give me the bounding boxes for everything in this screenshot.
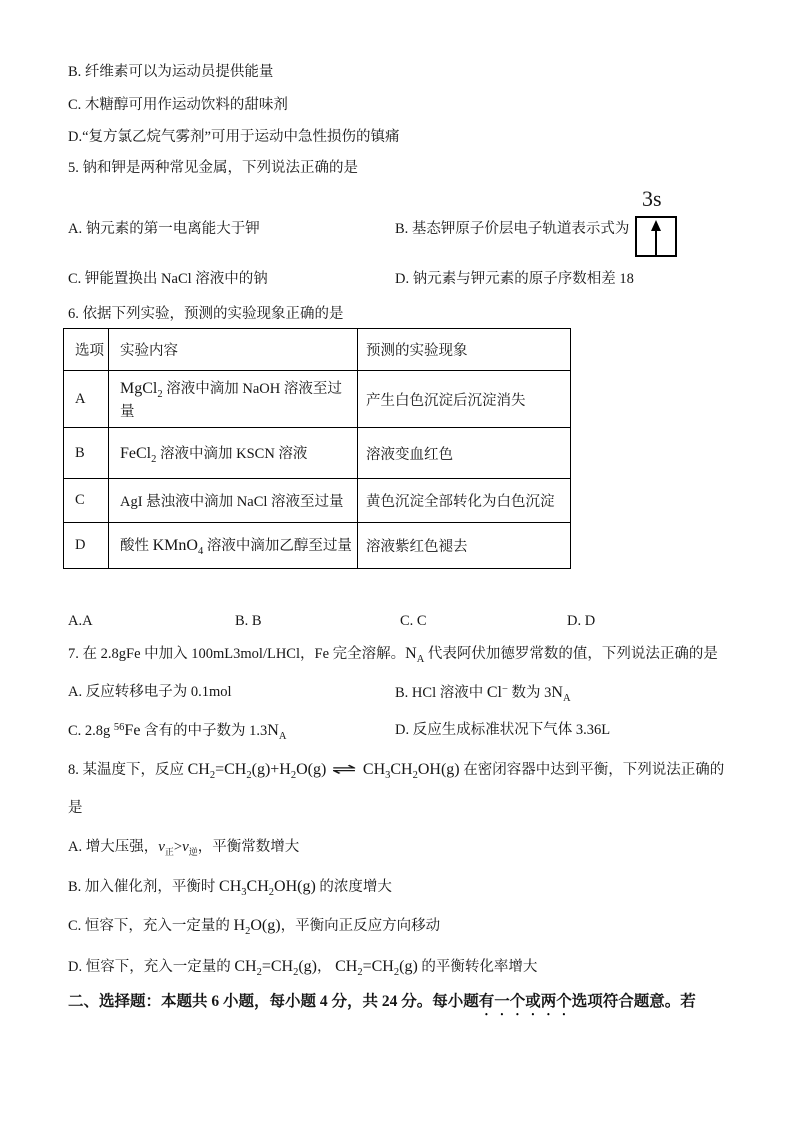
table-row	[64, 479, 571, 523]
q7-stem: 7. 在 2.8gFe 中加入 100mL3mol/LHCl，Fe 完全溶解。$N_A$ 代表阿伏加德罗常数的值，下列说法正确的是	[68, 645, 718, 665]
q8-option-c: C. 恒容下，充入一定量的 $H_2O(g)$，平衡向正反应方向移动	[68, 917, 441, 937]
electron-up-arrow-icon	[651, 220, 661, 231]
q6-experiment-table	[63, 328, 571, 569]
q6-answer-c: C. C	[400, 613, 427, 629]
q4-option-b: B. 纤维素可以为运动员提供能量	[68, 64, 274, 80]
table-cell-content: AgI 悬浊液中滴加 NaCl 溶液至过量	[109, 479, 358, 523]
table-cell-content: 酸性 KMnO$_4$ 溶液中滴加乙醇至过量	[109, 523, 358, 569]
table-header-row	[64, 329, 571, 371]
q6-answer-d: D. D	[567, 613, 596, 629]
q6-answer-a: A.A	[68, 613, 93, 629]
table-cell-phenomenon: 产生白色沉淀后沉淀消失	[358, 371, 571, 428]
q8-option-d: D. 恒容下，充入一定量的 $CH_2=CH_2(g)$， $CH_2=CH_2(g)$ 的平衡转化率增大	[68, 958, 538, 978]
orbital-3s-label: 3s	[642, 186, 662, 211]
table-cell-phenomenon: 溶液紫红色褪去	[358, 523, 571, 569]
table-cell-option: A	[64, 371, 109, 428]
q5-option-c: C. 钾能置换出 NaCl 溶液中的钠	[68, 271, 268, 287]
q4-option-d: D.“复方氯乙烷气雾剂”可用于运动中急性损伤的镇痛	[68, 129, 400, 145]
table-row	[64, 371, 571, 428]
table-cell-content: FeCl$_2$ 溶液中滴加 KSCN 溶液	[109, 428, 358, 479]
q6-stem: 6. 依据下列实验，预测的实验现象正确的是	[68, 306, 344, 322]
table-cell-option: C	[64, 479, 109, 523]
table-cell-phenomenon: 溶液变血红色	[358, 428, 571, 479]
table-header-content: 实验内容	[109, 329, 358, 371]
q5-option-a: A. 钠元素的第一电离能大于钾	[68, 221, 260, 237]
q8-stem-line1: 8. 某温度下，反应 $CH_2=CH_2(g)+H_2O(g)$ ⇌ $CH_3CH_2OH(g)$ 在密闭容器中达到平衡，下列说法正确的	[68, 760, 725, 781]
table-row	[64, 428, 571, 479]
q4-option-c: C. 木糖醇可用作运动饮料的甜味剂	[68, 97, 288, 113]
section2-header: 二、选择题：本题共 6 小题，每小题 4 分，共 24 分。每小题有一个或两个选项符合题意。若	[68, 993, 696, 1010]
orbital-box-diagram	[635, 216, 677, 257]
q8-stem-line2: 是	[68, 800, 83, 816]
q8-option-b: B. 加入催化剂，平衡时 $CH_3CH_2OH(g)$ 的浓度增大	[68, 878, 392, 898]
q7-option-a: A. 反应转移电子为 0.1mol	[68, 684, 232, 700]
table-row	[64, 523, 571, 569]
q7-option-d: D. 反应生成标准状况下气体 3.36L	[395, 722, 611, 738]
table-cell-option: D	[64, 523, 109, 569]
q6-answer-b: B. B	[235, 613, 262, 629]
q8-option-a: A. 增大压强，$v_正>v_逆$，平衡常数增大	[68, 839, 300, 857]
table-cell-phenomenon: 黄色沉淀全部转化为白色沉淀	[358, 479, 571, 523]
table-cell-content: MgCl$_2$ 溶液中滴加 NaOH 溶液至过量	[109, 371, 358, 428]
q7-option-c: C. 2.8g $^{56}$Fe 含有的中子数为 $1.3N_A$	[68, 722, 287, 742]
q5-option-d: D. 钠元素与钾元素的原子序数相差 18	[395, 271, 634, 287]
q5-option-b: B. 基态钾原子价层电子轨道表示式为	[395, 221, 630, 237]
table-header-option: 选项	[64, 329, 109, 371]
q5-stem: 5. 钠和钾是两种常见金属，下列说法正确的是	[68, 160, 358, 176]
table-cell-option: B	[64, 428, 109, 479]
q7-option-b: B. HCl 溶液中 Cl− 数为 $3N_A$	[395, 684, 571, 704]
table-header-phenomenon: 预测的实验现象	[358, 329, 571, 371]
